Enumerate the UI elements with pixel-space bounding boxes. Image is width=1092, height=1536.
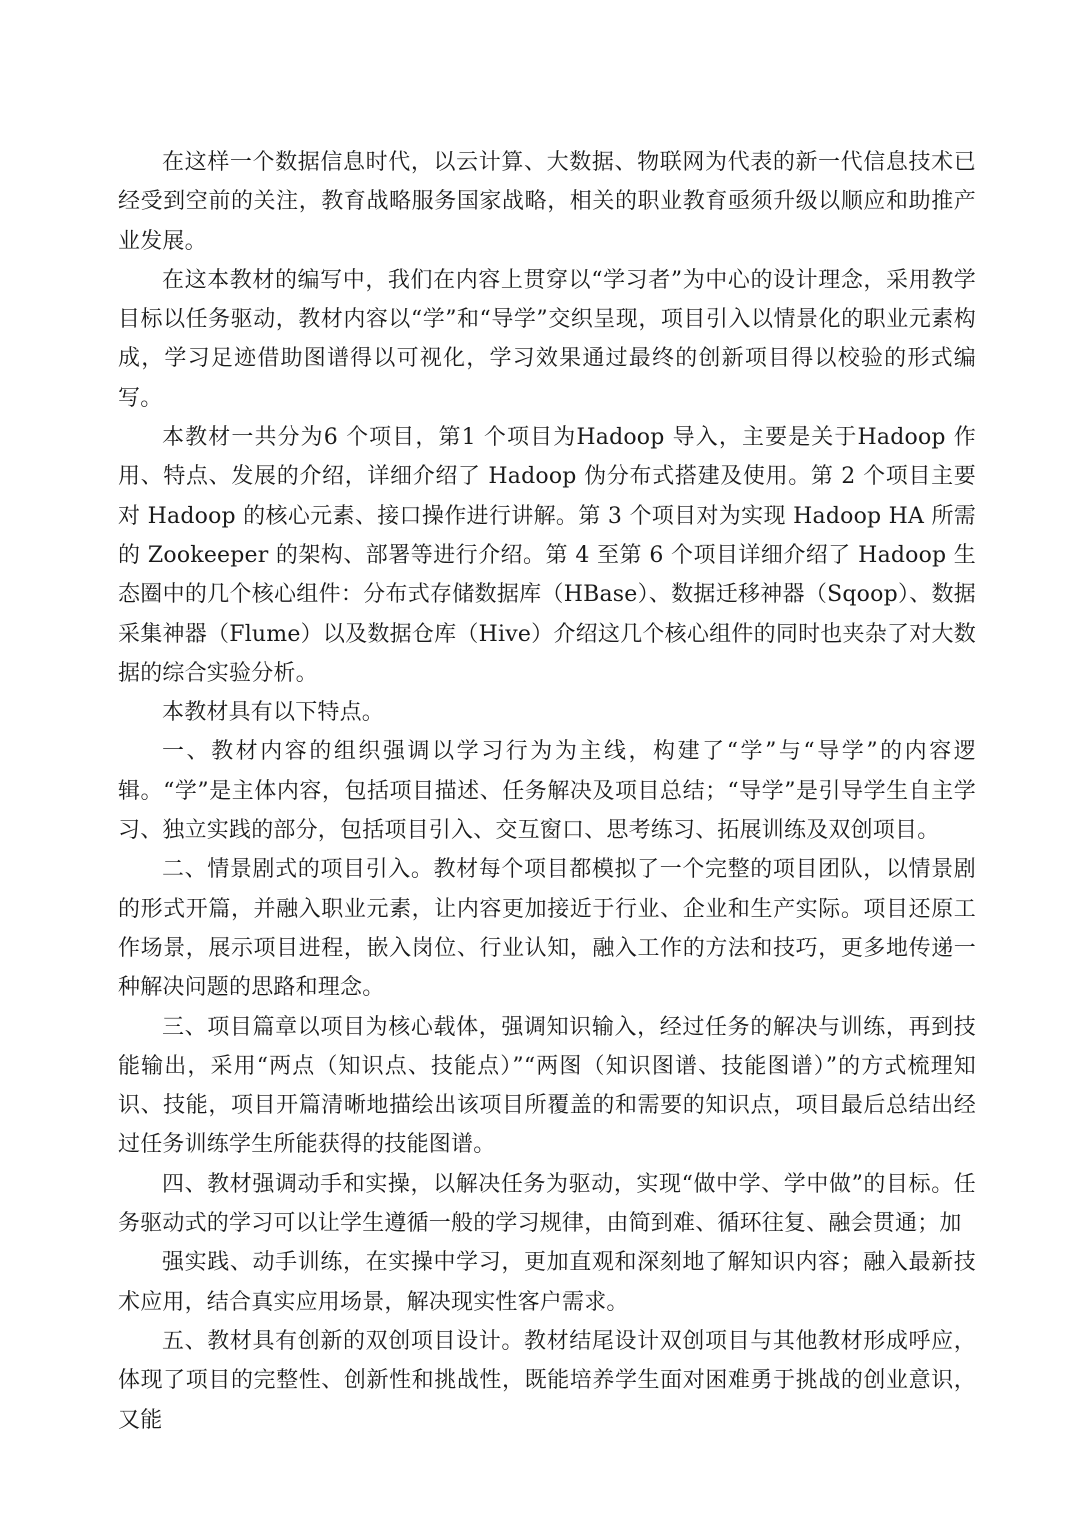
paragraph-feature-2: 二、情景剧式的项目引入。教材每个项目都模拟了一个完整的项目团队，以情景剧的形式开篇，并融入职业元素，让内容更加接近于行业、企业和生产实际。项目还原工作场景，展示项目进程，嵌入岗位、行业认知，融入工作的方法和技巧，更多地传递一种解决问题的思路和理念。 (118, 857, 976, 1001)
paragraph-feature-4-continued: 强实践、动手训练，在实操中学习，更加直观和深刻地了解知识内容；融入最新技术应用，结合真实应用场景，解决现实性客户需求。 (118, 1250, 976, 1315)
paragraph-feature-5: 五、教材具有创新的双创项目设计。教材结尾设计双创项目与其他教材形成呼应，体现了项目的完整性、创新性和挑战性，既能培养学生面对困难勇于挑战的创业意识，又能 (118, 1328, 976, 1433)
paragraph-structure: 本教材一共分为6 个项目，第1 个项目为Hadoop 导入，主要是关于Hadoop 作用、特点、发展的介绍，详细介绍了 Hadoop 伪分布式搭建及使用。第 2 个项目主要对 Hadoop 的核心元素、接口操作进行讲解。第 3 个项目对为实现 Hadoop HA 所需的 Zookeeper 的架构、部署等进行介绍。第 4 至第 6 个项目详细介绍了 Hadoop 生态圈中的几个核心组件：分布式存储数据库（HBase）、数据迁移神器（Sqoop）、数据采集神器（Flume）以及数据仓库（Hive）介绍这几个核心组件的同时也夹杂了对大数据的综合实验分析。 (118, 425, 976, 686)
paragraph-feature-3: 三、项目篇章以项目为核心载体，强调知识输入，经过任务的解决与训练，再到技能输出，采用“两点（知识点、技能点）”“两图（知识图谱、技能图谱）”的方式梳理知识、技能，项目开篇清晰地描绘出该项目所覆盖的和需要的知识点，项目最后总结出经过任务训练学生所能获得的技能图谱。 (118, 1014, 976, 1158)
document-body (118, 143, 976, 1440)
paragraph-feature-4: 四、教材强调动手和实操，以解决任务为驱动，实现“做中学、学中做”的目标。任务驱动式的学习可以让学生遵循一般的学习规律，由简到难、循环往复、融会贯通；加 (118, 1171, 976, 1237)
paragraph-design-philosophy: 在这本教材的编写中，我们在内容上贯穿以“学习者”为中心的设计理念，采用教学目标以任务驱动，教材内容以“学”和“导学”交织呈现，项目引入以情景化的职业元素构成，学习足迹借助图谱得以可视化，学习效果通过最终的创新项目得以校验的形式编写。 (118, 267, 976, 411)
paragraph-feature-1: 一、教材内容的组织强调以学习行为为主线，构建了“学”与“导学”的内容逻辑。“学”是主体内容，包括项目描述、任务解决及项目总结；“导学”是引导学生自主学习、独立实践的部分，包括项目引入、交互窗口、思考练习、拓展训练及双创项目。 (118, 739, 976, 844)
paragraph-intro: 在这样一个数据信息时代，以云计算、大数据、物联网为代表的新一代信息技术已经受到空前的关注，教育战略服务国家战略，相关的职业教育亟须升级以顺应和助推产业发展。 (118, 150, 976, 254)
paragraph-features-intro: 本教材具有以下特点。 (162, 700, 385, 726)
